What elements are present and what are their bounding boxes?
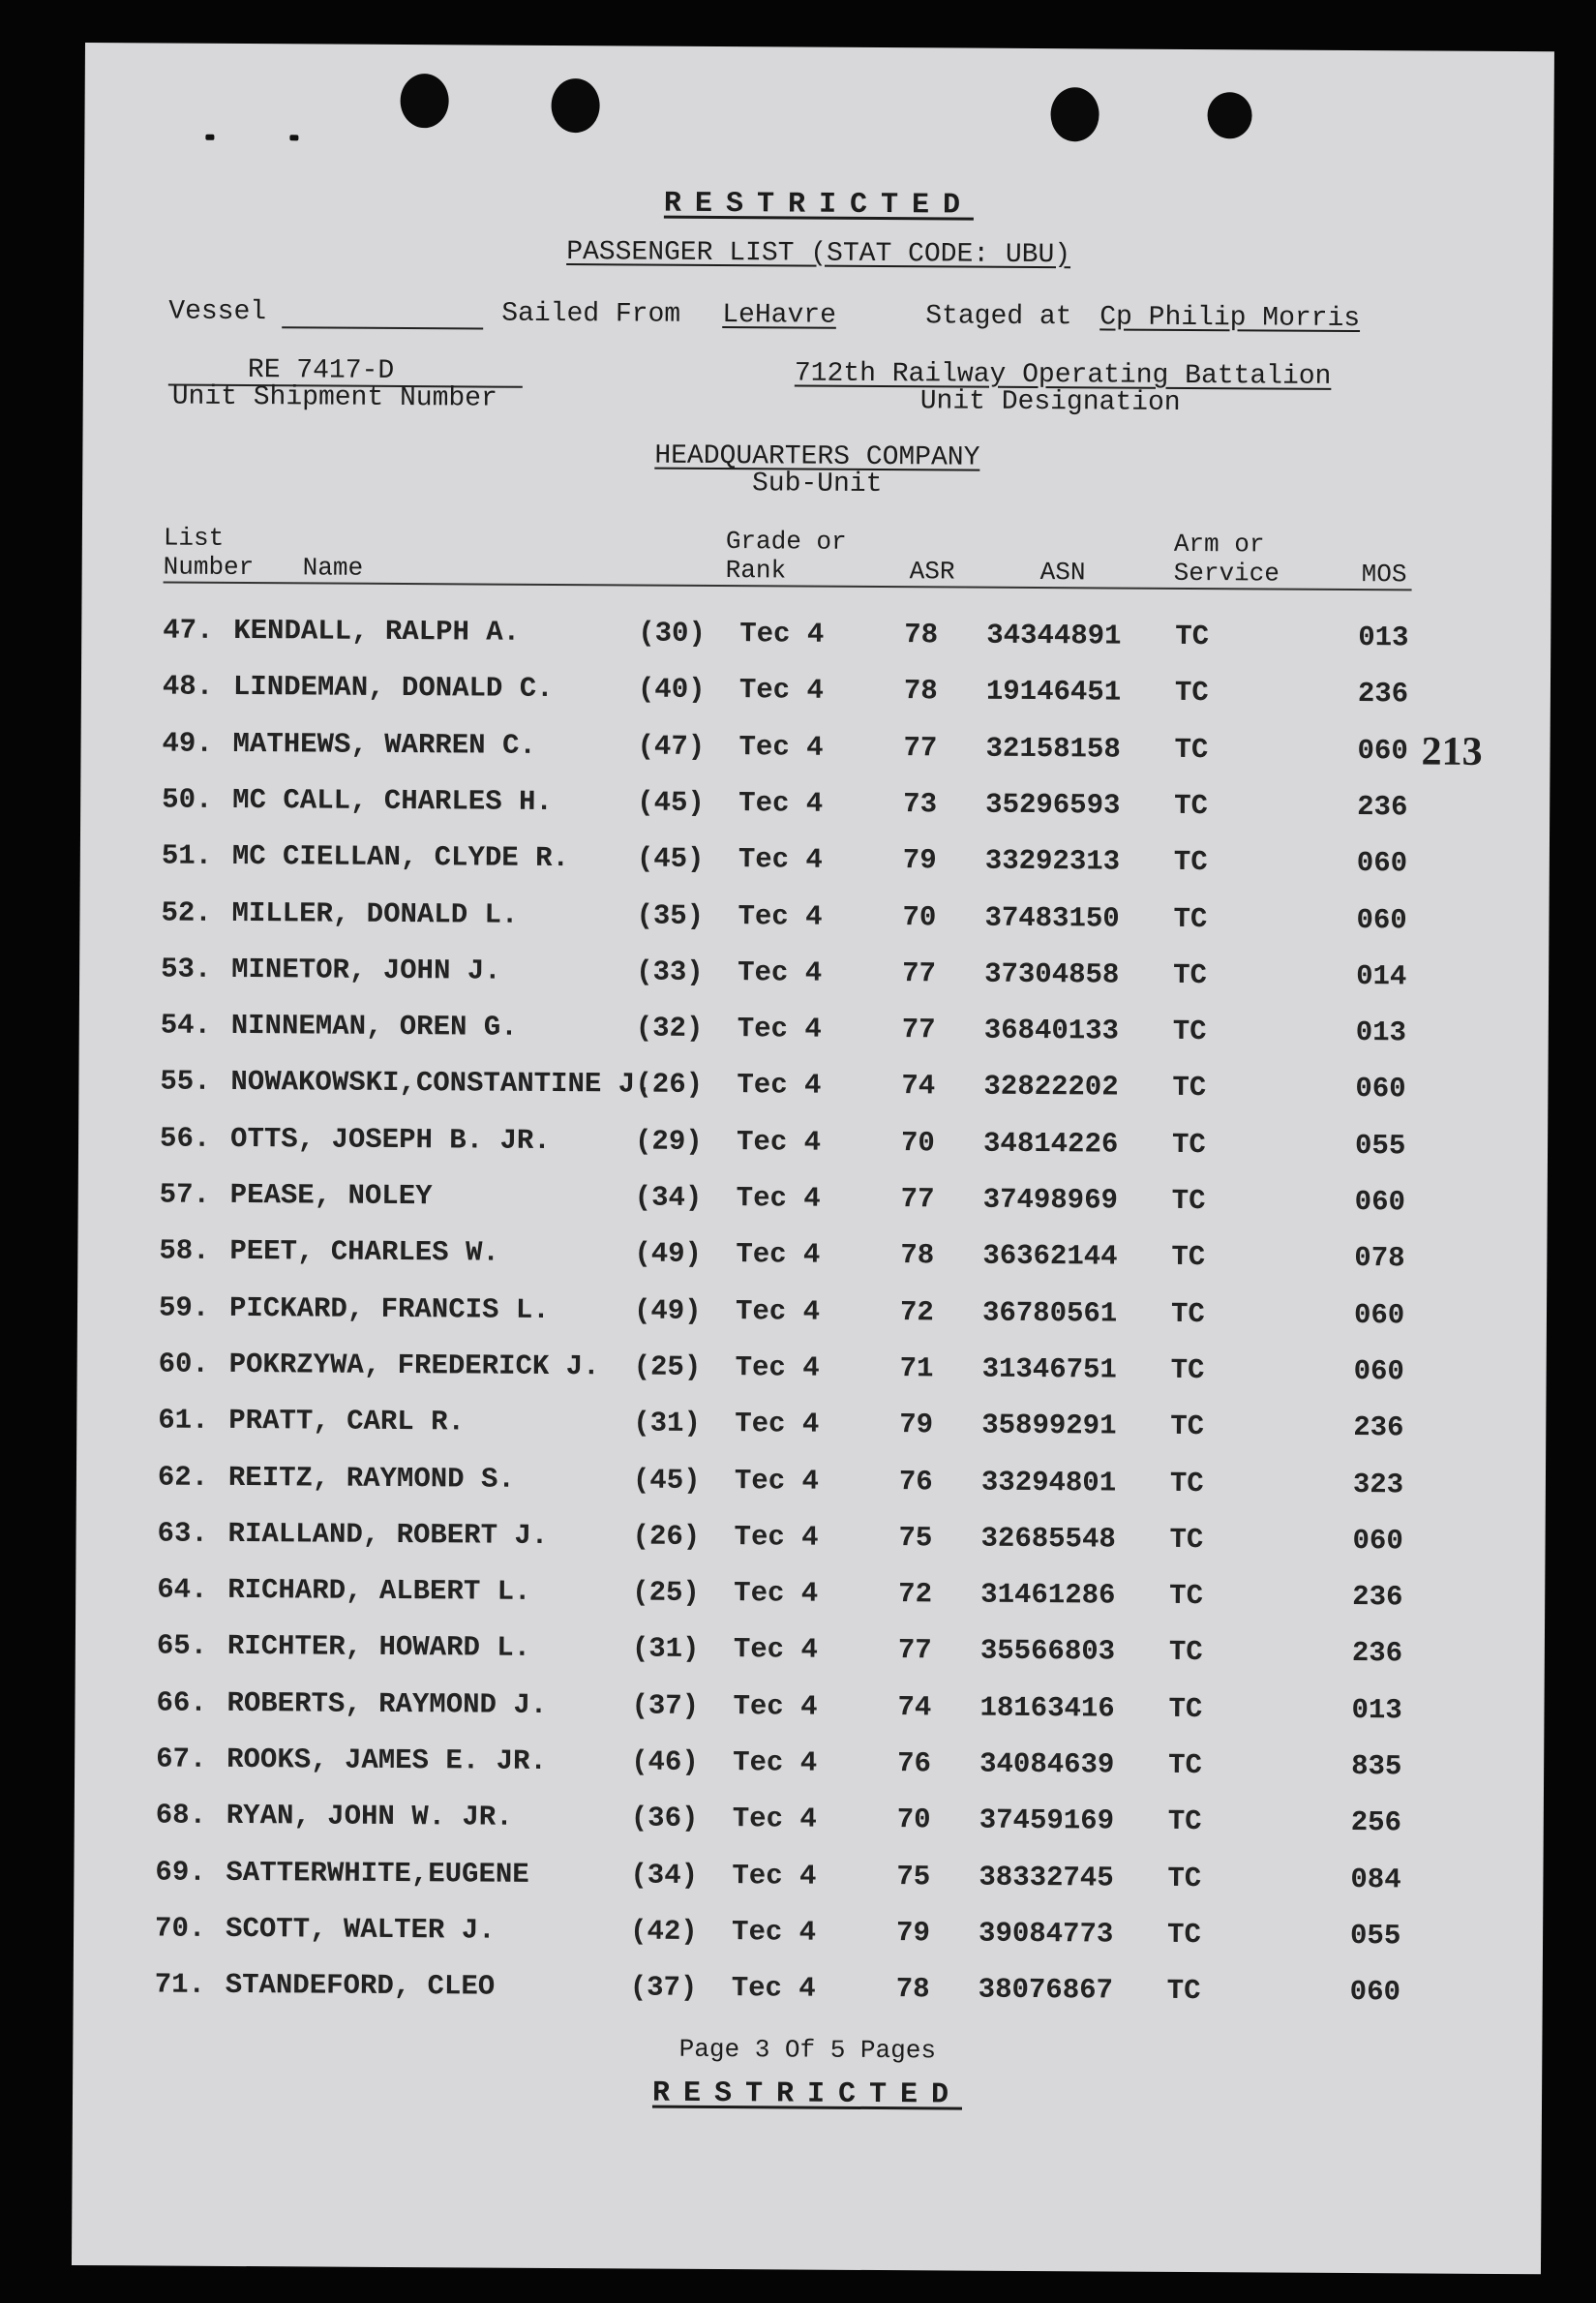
army-serial-number: 38076867 [978,1973,1114,2007]
passenger-age: (26) [635,1068,704,1102]
header-asn: ASN [1039,558,1086,588]
passenger-age: (49) [633,1294,702,1327]
arm-or-service: TC [1171,1241,1206,1274]
mos-code: 013 [1355,1016,1407,1049]
grade-rank: Tec 4 [736,1238,821,1271]
list-number: 66. [156,1686,207,1719]
passenger-age: (26) [632,1520,701,1553]
asr-score: 76 [897,1747,932,1780]
list-number: 71. [154,1968,206,2001]
arm-or-service: TC [1170,1410,1205,1443]
asr-score: 78 [895,1973,930,2006]
passenger-name: KENDALL, RALPH A. [233,614,521,649]
asr-score: 74 [901,1070,936,1103]
passenger-name: SATTERWHITE,EUGENE [226,1856,529,1891]
page-stamp-number: 213 [1421,729,1483,774]
passenger-name: OTTS, JOSEPH B. JR. [229,1122,551,1157]
mos-code: 084 [1350,1863,1401,1895]
passenger-name: NOWAKOWSKI,CONSTANTINE J. [230,1066,652,1101]
army-serial-number: 37304858 [984,957,1120,991]
asr-score: 70 [900,1126,935,1160]
mos-code: 236 [1353,1411,1404,1444]
grade-rank: Tec 4 [732,1803,817,1835]
classification-bottom: RESTRICTED [651,2076,963,2112]
arm-or-service: TC [1169,1467,1204,1500]
list-number: 51. [161,839,213,873]
table-row [81,614,1551,665]
header-list-number: List Number [163,523,255,583]
table-row [80,727,1550,778]
mos-code: 060 [1357,734,1408,767]
table-row [79,953,1549,1004]
unit-shipment-number-label: Unit Shipment Number [171,381,497,414]
list-number: 62. [157,1460,209,1494]
list-number: 49. [162,727,213,760]
asr-score: 78 [904,619,939,652]
passenger-age: (45) [637,786,705,819]
passenger-age: (36) [630,1802,699,1835]
passenger-name: PEET, CHARLES W. [229,1235,499,1269]
arm-or-service: TC [1167,1862,1202,1894]
mos-code: 236 [1357,790,1408,824]
grade-rank: Tec 4 [738,843,823,876]
passenger-name: POKRZYWA, FREDERICK J. [228,1348,600,1383]
asr-score: 77 [902,956,937,990]
arm-or-service: TC [1174,677,1209,710]
ink-speck [289,135,298,140]
asr-score: 76 [898,1465,933,1498]
asr-score: 79 [899,1409,934,1441]
list-number: 65. [156,1629,208,1663]
unit-designation-value: 712th Railway Operating Battalion [794,358,1332,392]
mos-code: 236 [1352,1581,1403,1614]
asr-score: 74 [897,1690,932,1724]
sub-unit-value: HEADQUARTERS COMPANY [654,440,980,473]
army-serial-number: 35566803 [979,1635,1116,1668]
table-row [78,1122,1548,1173]
passenger-name: MC CALL, CHARLES H. [232,783,553,818]
table-row [74,1912,1543,1963]
arm-or-service: TC [1171,1128,1206,1161]
passenger-name: NINNEMAN, OREN G. [230,1010,518,1044]
arm-or-service: TC [1170,1297,1205,1330]
mos-code: 060 [1355,1073,1406,1106]
mos-code: 323 [1352,1468,1404,1500]
passenger-age: (40) [637,673,706,707]
header-mos: MOS [1361,560,1407,590]
grade-rank: Tec 4 [735,1351,820,1384]
asr-score: 73 [903,788,938,821]
list-number: 55. [160,1065,211,1099]
sailed-from-label: Sailed From [501,298,681,330]
arm-or-service: TC [1166,1975,1201,2008]
mos-code: 060 [1356,847,1408,880]
army-serial-number: 36840133 [983,1014,1120,1047]
army-serial-number: 31346751 [981,1352,1117,1386]
table-row [78,1065,1548,1116]
mos-code: 013 [1358,621,1409,654]
list-number: 70. [155,1912,206,1945]
grade-rank: Tec 4 [733,1746,818,1779]
passenger-age: (30) [638,617,707,650]
army-serial-number: 38332745 [979,1861,1114,1894]
list-number: 57. [159,1178,211,1211]
header-name: Name [302,553,364,583]
army-serial-number: 34344891 [986,619,1122,652]
army-serial-number: 36780561 [981,1296,1118,1330]
staged-at-label: Staged at [925,301,1072,333]
passenger-age: (34) [634,1181,703,1214]
mos-code: 013 [1351,1693,1402,1727]
passenger-name: ROBERTS, RAYMOND J. [226,1686,548,1721]
army-serial-number: 37459169 [979,1803,1115,1837]
grade-rank: Tec 4 [733,1633,818,1667]
list-number: 68. [155,1799,207,1833]
passenger-name: SCOTT, WALTER J. [226,1912,496,1947]
passenger-name: MATHEWS, WARREN C. [232,727,536,762]
list-number: 59. [158,1291,210,1324]
army-serial-number: 32685548 [980,1522,1116,1556]
passenger-name: REITZ, RAYMOND S. [227,1461,515,1496]
asr-score: 72 [898,1578,933,1611]
table-row [77,1291,1547,1343]
list-number: 53. [161,953,212,985]
mos-code: 060 [1353,1298,1405,1331]
document-page [72,43,1554,2274]
sailed-from-value: LeHavre [722,300,837,331]
unit-designation-label: Unit Designation [919,386,1181,418]
header-grade: Grade or Rank [725,527,847,586]
passenger-age: (31) [631,1632,700,1666]
army-serial-number: 36362144 [982,1239,1118,1273]
asr-score: 79 [895,1917,931,1950]
grade-rank: Tec 4 [738,674,825,707]
table-row [75,1742,1544,1794]
passenger-name: PICKARD, FRANCIS L. [228,1291,550,1326]
grade-rank: Tec 4 [731,1972,816,2005]
grade-rank: Tec 4 [737,1013,822,1045]
table-row [80,839,1550,891]
passenger-name: MC CIELLAN, CLYDE R. [231,840,570,875]
grade-rank: Tec 4 [736,1182,821,1215]
list-number: 60. [158,1348,209,1380]
army-serial-number: 19146451 [985,675,1122,709]
mos-code: 078 [1354,1242,1405,1275]
passenger-age: (32) [635,1012,704,1045]
list-number: 58. [159,1234,210,1268]
list-number: 56. [159,1122,211,1155]
asr-score: 78 [900,1239,935,1272]
vessel-label: Vessel [168,296,267,328]
table-row [76,1460,1546,1511]
list-number: 52. [161,895,212,929]
table-row [75,1573,1545,1624]
grade-rank: Tec 4 [733,1689,818,1723]
passenger-name: LINDEMAN, DONALD C. [232,671,554,706]
list-number: 50. [162,783,213,816]
passenger-name: PRATT, CARL R. [228,1405,466,1439]
asr-score: 78 [903,675,938,708]
grade-rank: Tec 4 [734,1577,819,1610]
list-number: 67. [156,1742,207,1775]
page-footer: Page 3 Of 5 Pages [678,2034,937,2066]
passenger-age: (47) [637,730,706,763]
arm-or-service: TC [1168,1692,1203,1725]
asr-score: 71 [899,1352,934,1385]
arm-or-service: TC [1169,1579,1204,1613]
list-number: 47. [163,614,214,647]
grade-rank: Tec 4 [737,1069,822,1103]
grade-rank: Tec 4 [735,1408,820,1440]
army-serial-number: 37498969 [982,1183,1119,1217]
grade-rank: Tec 4 [734,1520,819,1554]
army-serial-number: 31461286 [980,1578,1116,1612]
arm-or-service: TC [1166,1918,1201,1951]
table-row [76,1404,1546,1455]
arm-or-service: TC [1174,789,1209,822]
army-serial-number: 18163416 [979,1691,1115,1725]
passenger-age: (45) [632,1463,701,1497]
list-number: 69. [155,1856,206,1889]
asr-score: 77 [897,1634,932,1667]
punch-hole [1050,87,1099,141]
punch-hole [400,74,448,128]
arm-or-service: TC [1171,1184,1206,1218]
asr-score: 70 [896,1803,931,1836]
passenger-age: (46) [631,1745,699,1778]
mos-code: 236 [1351,1637,1403,1670]
grade-rank: Tec 4 [738,899,823,933]
asr-score: 75 [898,1521,933,1555]
mos-code: 060 [1353,1354,1404,1388]
document-title: PASSENGER LIST (STAT CODE: UBU) [566,237,1071,271]
arm-or-service: TC [1169,1523,1204,1556]
mos-code: 060 [1352,1524,1403,1558]
asr-score: 77 [903,731,938,764]
mos-code: 060 [1356,903,1407,936]
table-row [75,1517,1545,1568]
arm-or-service: TC [1175,620,1210,653]
arm-or-service: TC [1172,1015,1207,1048]
arm-or-service: TC [1173,902,1208,935]
asr-score: 72 [899,1295,934,1328]
mos-code: 055 [1349,1919,1401,1953]
army-serial-number: 37483150 [984,901,1120,935]
grade-rank: Tec 4 [732,1859,817,1893]
mos-code: 236 [1357,678,1409,711]
passenger-age: (42) [629,1915,698,1948]
passenger-age: (49) [634,1237,703,1271]
army-serial-number: 32158158 [985,732,1121,766]
passenger-age: (29) [634,1125,703,1158]
header-arm: Arm or Service [1173,529,1280,589]
table-row [74,1856,1543,1907]
arm-or-service: TC [1168,1636,1203,1669]
grade-rank: Tec 4 [738,955,823,989]
asr-score: 77 [900,1183,935,1216]
passenger-age: (37) [629,1971,698,2005]
asr-score: 79 [902,844,937,877]
list-number: 54. [160,1009,212,1042]
table-row [74,1968,1543,2019]
passenger-name: RICHTER, HOWARD L. [226,1630,531,1665]
army-serial-number: 34084639 [979,1747,1115,1781]
arm-or-service: TC [1170,1353,1205,1386]
passenger-age: (31) [633,1407,702,1440]
passenger-name: RIALLAND, ROBERT J. [227,1517,549,1552]
table-row [81,670,1551,721]
passenger-name: PEASE, NOLEY [229,1178,433,1213]
staged-at-value: Cp Philip Morris [1099,302,1361,335]
passenger-name: MINETOR, JOHN J. [231,953,501,987]
table-row [76,1348,1546,1399]
grade-rank: Tec 4 [739,618,825,651]
list-number: 63. [157,1517,208,1550]
arm-or-service: TC [1172,1072,1207,1105]
classification-top: RESTRICTED [663,187,975,223]
mos-code: 055 [1354,1129,1406,1163]
mos-code: 060 [1354,1186,1406,1219]
arm-or-service: TC [1173,958,1208,991]
arm-or-service: TC [1173,846,1208,879]
passenger-age: (37) [631,1689,700,1722]
grade-rank: Tec 4 [731,1916,817,1949]
passenger-age: (34) [630,1859,699,1892]
mos-code: 060 [1349,1976,1401,2009]
passenger-name: STANDEFORD, CLEO [225,1969,496,2003]
table-row [80,783,1550,834]
army-serial-number: 33294801 [980,1466,1117,1500]
table-row [77,1234,1547,1286]
passenger-age: (25) [633,1350,702,1383]
table-row [79,895,1549,947]
table-row [78,1178,1548,1229]
passenger-name: ROOKS, JAMES E. JR. [226,1742,547,1777]
grade-rank: Tec 4 [738,787,824,820]
passenger-name: MILLER, DONALD L. [231,896,519,931]
mos-code: 014 [1356,959,1407,993]
passenger-age: (45) [636,842,705,876]
list-number: 48. [162,670,214,704]
grade-rank: Tec 4 [734,1464,820,1498]
army-serial-number: 39084773 [978,1917,1114,1951]
passenger-age: (35) [636,898,705,932]
army-serial-number: 33292313 [984,844,1121,878]
sub-unit-label: Sub-Unit [751,469,883,500]
passenger-name: RYAN, JOHN W. JR. [226,1800,513,1834]
grade-rank: Tec 4 [736,1125,822,1159]
army-serial-number: 35899291 [981,1409,1117,1442]
army-serial-number: 32822202 [983,1071,1119,1104]
punch-hole [1207,92,1251,138]
header-asr: ASR [909,557,955,587]
table-row [75,1629,1545,1681]
grade-rank: Tec 4 [738,730,824,764]
arm-or-service: TC [1174,733,1209,766]
unit-shipment-number-value: RE 7417-D [247,355,395,386]
mos-code: 835 [1351,1750,1402,1783]
asr-score: 77 [901,1014,936,1046]
passenger-age: (25) [632,1576,700,1610]
asr-score: 75 [896,1860,931,1893]
mos-code: 256 [1350,1806,1402,1839]
arm-or-service: TC [1168,1748,1203,1782]
army-serial-number: 34814226 [982,1127,1119,1161]
table-row [79,1009,1549,1060]
arm-or-service: TC [1167,1805,1202,1838]
passenger-age: (33) [636,955,704,988]
table-row [75,1686,1544,1738]
grade-rank: Tec 4 [735,1294,821,1328]
army-serial-number: 35296593 [985,788,1121,822]
list-number: 61. [158,1404,209,1437]
ink-speck [205,135,214,140]
vessel-blank-line [282,326,483,329]
punch-hole [551,78,599,133]
asr-score: 70 [902,900,937,933]
list-number: 64. [157,1573,208,1606]
table-row [75,1799,1544,1850]
passenger-name: RICHARD, ALBERT L. [227,1574,531,1608]
